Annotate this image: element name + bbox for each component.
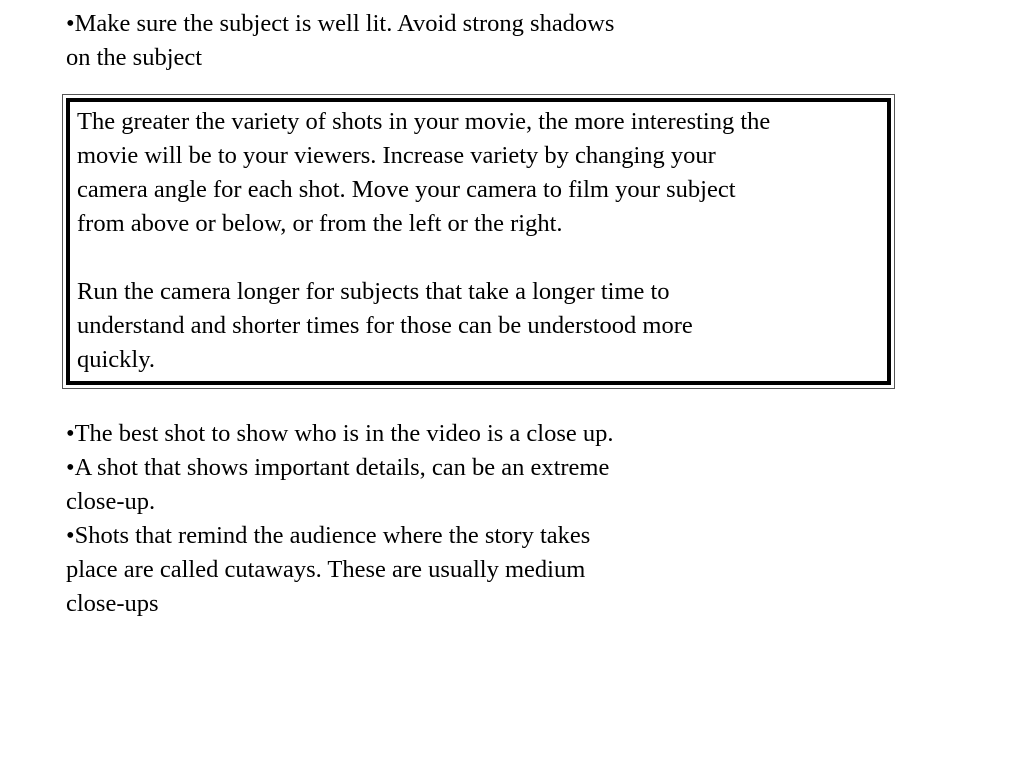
tip-box-line: camera angle for each shot. Move your camera to film your subject xyxy=(77,176,736,203)
top-bullet-line-2: on the subject xyxy=(66,44,203,71)
tip-box-line: understand and shorter times for those can be understood more xyxy=(77,312,693,339)
tip-box-line: movie will be to your viewers. Increase variety by changing your xyxy=(77,142,716,169)
tip-box-line: The greater the variety of shots in your movie, the more interesting the xyxy=(77,108,771,135)
bullet-line: place are called cutaways. These are usually medium xyxy=(66,556,586,583)
bullet-line: close-up. xyxy=(66,488,156,515)
tip-box-line: Run the camera longer for subjects that take a longer time to xyxy=(77,278,670,305)
bullet-line: •A shot that shows important details, can be an extreme xyxy=(66,454,610,481)
bullet-line: close-ups xyxy=(66,590,159,617)
bullet-line: •The best shot to show who is in the video is a close up. xyxy=(66,420,614,447)
tip-box-line: from above or below, or from the left or the right. xyxy=(77,210,563,237)
top-bullet-line-1: •Make sure the subject is well lit. Avoid strong shadows xyxy=(66,10,615,37)
bullet-line: •Shots that remind the audience where the story takes xyxy=(66,522,591,549)
tip-box-line: quickly. xyxy=(77,346,156,373)
